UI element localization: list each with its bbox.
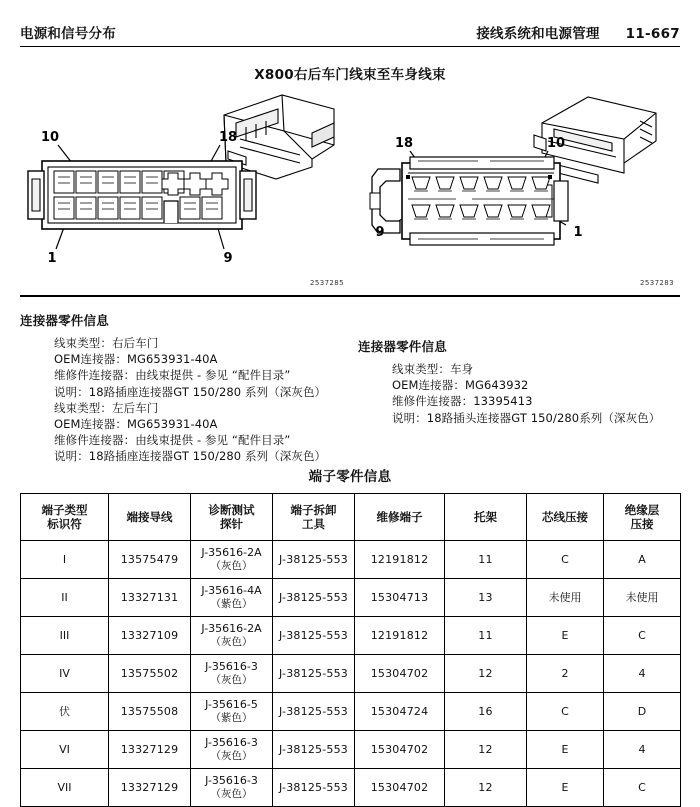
figure-area bbox=[20, 89, 680, 289]
column-header-line1: 芯线压接 bbox=[542, 509, 588, 524]
cell-core-crimp: E bbox=[527, 617, 604, 655]
cell-terminal-type: VII bbox=[21, 769, 109, 807]
cell-probe-code: J-35616-4A bbox=[201, 584, 262, 597]
cell-probe-color: （紫色） bbox=[210, 598, 253, 610]
cell-bracket: 12 bbox=[445, 731, 527, 769]
cell-probe bbox=[191, 655, 273, 693]
cell-core-crimp: C bbox=[527, 693, 604, 731]
cell-bracket: 16 bbox=[445, 693, 527, 731]
terminal-table-body bbox=[21, 541, 681, 807]
table-row bbox=[21, 579, 681, 617]
cell-core-crimp: E bbox=[527, 769, 604, 807]
cell-terminal-type: VI bbox=[21, 731, 109, 769]
cell-removal-tool: J-38125-553 bbox=[273, 617, 355, 655]
cell-terminal-type: I bbox=[21, 541, 109, 579]
cell-insulation-crimp: A bbox=[604, 541, 681, 579]
column-header-bracket bbox=[445, 494, 527, 541]
cell-probe-code: J-35616-2A bbox=[201, 546, 262, 559]
connector-part-info-left bbox=[20, 311, 350, 464]
cell-probe-color: （灰色） bbox=[210, 674, 253, 686]
cell-service-terminal: 12191812 bbox=[355, 617, 445, 655]
connector-info-lines-right bbox=[358, 361, 680, 426]
connector-face-right bbox=[370, 157, 568, 245]
cell-wire: 13575479 bbox=[109, 541, 191, 579]
running-head-right-title: 接线系统和电源管理 bbox=[476, 26, 600, 42]
running-head-left-title: 电源和信号分布 bbox=[20, 26, 116, 42]
cell-insulation-crimp: D bbox=[604, 693, 681, 731]
connector-info-line: OEM连接器：MG653931-40A bbox=[54, 417, 218, 432]
cell-service-terminal: 15304713 bbox=[355, 579, 445, 617]
cell-insulation-crimp: 4 bbox=[604, 731, 681, 769]
connector-svg-left bbox=[20, 89, 350, 289]
column-header-wire bbox=[109, 494, 191, 541]
cell-service-terminal: 15304702 bbox=[355, 655, 445, 693]
cell-insulation-crimp: 未使用 bbox=[604, 579, 681, 617]
figure-id-left: 2537285 bbox=[310, 279, 344, 287]
cell-removal-tool: J-38125-553 bbox=[273, 541, 355, 579]
cell-service-terminal: 15304724 bbox=[355, 693, 445, 731]
callout-bottom-left: 9 bbox=[375, 225, 385, 240]
connector-info-heading-right: 连接器零件信息 bbox=[358, 339, 447, 354]
table-row bbox=[21, 769, 681, 807]
connector-info-line: 说明：18路插座连接器GT 150/280 系列（深灰色） bbox=[54, 449, 327, 464]
callout-top-left: 10 bbox=[40, 130, 60, 145]
cell-probe-color: （紫色） bbox=[210, 712, 253, 724]
cell-insulation-crimp: C bbox=[604, 617, 681, 655]
cell-terminal-type: 伏 bbox=[21, 693, 109, 731]
connector-info-line: 线束类型：车身 bbox=[392, 362, 474, 376]
column-header-line2: 工具 bbox=[302, 517, 325, 531]
cell-probe bbox=[191, 541, 273, 579]
cell-service-terminal: 15304702 bbox=[355, 731, 445, 769]
column-header-line2: 标识符 bbox=[47, 517, 82, 531]
column-header-insulation-crimp bbox=[604, 494, 681, 541]
cell-terminal-type: IV bbox=[21, 655, 109, 693]
connector-info-line: 线束类型：左后车门 bbox=[54, 400, 159, 415]
connector-info-line: 维修件连接器：由线束提供 - 参见 “配件目录” bbox=[54, 433, 291, 448]
column-header-line1: 端接导线 bbox=[126, 509, 173, 524]
figure-title: X800右后车门线束至车身线束 bbox=[254, 67, 446, 83]
table-row bbox=[21, 617, 681, 655]
cell-wire: 13575508 bbox=[109, 693, 191, 731]
table-row bbox=[21, 655, 681, 693]
cell-bracket: 13 bbox=[445, 579, 527, 617]
cell-probe-color: （灰色） bbox=[210, 560, 253, 572]
connector-face-left bbox=[28, 161, 256, 229]
cell-probe bbox=[191, 769, 273, 807]
cell-removal-tool: J-38125-553 bbox=[273, 693, 355, 731]
cell-insulation-crimp: C bbox=[604, 769, 681, 807]
terminal-table bbox=[20, 493, 681, 807]
column-header-service-terminal bbox=[355, 494, 445, 541]
connector-info-heading-left: 连接器零件信息 bbox=[20, 313, 109, 328]
cell-insulation-crimp: 4 bbox=[604, 655, 681, 693]
running-head-right bbox=[476, 22, 680, 42]
cell-core-crimp: E bbox=[527, 731, 604, 769]
connector-info-line: OEM连接器：MG653931-40A bbox=[54, 352, 218, 367]
column-header-line1: 维修端子 bbox=[376, 509, 423, 524]
connector-part-info-right bbox=[350, 311, 680, 461]
cell-bracket: 11 bbox=[445, 541, 527, 579]
cell-removal-tool: J-38125-553 bbox=[273, 769, 355, 807]
cell-bracket: 11 bbox=[445, 617, 527, 655]
column-header-line2: 压接 bbox=[630, 517, 654, 531]
cell-core-crimp: 未使用 bbox=[527, 579, 604, 617]
connector-info-line: 维修件连接器：13395413 bbox=[392, 394, 533, 409]
column-header-line1: 端子类型 bbox=[41, 502, 88, 517]
cell-removal-tool: J-38125-553 bbox=[273, 579, 355, 617]
cell-service-terminal: 12191812 bbox=[355, 541, 445, 579]
column-header-probe bbox=[191, 494, 273, 541]
column-header-removal-tool bbox=[273, 494, 355, 541]
connector-diagram-left bbox=[20, 89, 350, 289]
column-header-line1: 端子拆卸 bbox=[290, 502, 337, 517]
cell-core-crimp: 2 bbox=[527, 655, 604, 693]
cell-probe-code: J-35616-2A bbox=[201, 622, 262, 635]
table-row bbox=[21, 541, 681, 579]
cell-wire: 13575502 bbox=[109, 655, 191, 693]
cell-probe bbox=[191, 731, 273, 769]
cell-bracket: 12 bbox=[445, 655, 527, 693]
cell-probe bbox=[191, 617, 273, 655]
cell-probe bbox=[191, 693, 273, 731]
cell-probe-code: J-35616-3 bbox=[205, 736, 258, 749]
cell-probe-color: （灰色） bbox=[210, 636, 253, 648]
callout-top-right: 18 bbox=[218, 130, 238, 145]
cell-probe-code: J-35616-3 bbox=[205, 774, 258, 787]
running-head bbox=[20, 0, 680, 42]
cell-probe-color: （灰色） bbox=[210, 750, 253, 762]
column-header-line2: 探针 bbox=[220, 517, 243, 531]
cell-removal-tool: J-38125-553 bbox=[273, 731, 355, 769]
column-header-terminal-type bbox=[21, 494, 109, 541]
connector-part-info bbox=[20, 311, 680, 464]
cell-wire: 13327131 bbox=[109, 579, 191, 617]
connector-info-line: 线束类型：右后车门 bbox=[54, 336, 159, 350]
cell-wire: 13327129 bbox=[109, 769, 191, 807]
cell-probe bbox=[191, 579, 273, 617]
connector-info-line: OEM连接器：MG643932 bbox=[392, 378, 529, 393]
callout-bottom-left: 1 bbox=[47, 251, 57, 266]
terminal-table-title: 端子零件信息 bbox=[308, 469, 392, 485]
cell-terminal-type: III bbox=[21, 617, 109, 655]
column-header-line1: 托架 bbox=[474, 509, 497, 524]
cell-bracket: 12 bbox=[445, 769, 527, 807]
connector-info-lines-left bbox=[20, 335, 350, 465]
callout-top-right: 10 bbox=[546, 136, 566, 151]
cell-wire: 13327129 bbox=[109, 731, 191, 769]
callout-bottom-right: 1 bbox=[573, 225, 583, 240]
table-row bbox=[21, 731, 681, 769]
section-divider bbox=[20, 295, 680, 297]
connector-svg-right bbox=[350, 89, 680, 289]
terminal-table-header-row bbox=[21, 494, 681, 541]
column-header-line1: 诊断测试 bbox=[208, 502, 255, 517]
callout-top-left: 18 bbox=[394, 136, 414, 151]
callout-bottom-right: 9 bbox=[223, 251, 233, 266]
cell-removal-tool: J-38125-553 bbox=[273, 655, 355, 693]
page-number: 11-667 bbox=[625, 26, 680, 42]
cell-probe-code: J-35616-3 bbox=[205, 660, 258, 673]
cell-probe-color: （灰色） bbox=[210, 788, 253, 800]
cell-wire: 13327109 bbox=[109, 617, 191, 655]
connector-diagram-right bbox=[350, 89, 680, 289]
header-divider bbox=[20, 46, 680, 47]
column-header-line1: 绝缘层 bbox=[624, 502, 660, 517]
connector-info-line: 维修件连接器：由线束提供 - 参见 “配件目录” bbox=[54, 368, 291, 383]
cell-core-crimp: C bbox=[527, 541, 604, 579]
cell-probe-code: J-35616-5 bbox=[205, 698, 258, 711]
figure-id-right: 2537283 bbox=[640, 279, 674, 287]
connector-info-line: 说明：18路插座连接器GT 150/280 系列（深灰色） bbox=[54, 384, 327, 399]
table-row bbox=[21, 693, 681, 731]
column-header-core-crimp bbox=[527, 494, 604, 541]
cell-service-terminal: 15304702 bbox=[355, 769, 445, 807]
connector-info-line: 说明：18路插头连接器GT 150/280系列（深灰色） bbox=[392, 410, 661, 425]
cell-terminal-type: II bbox=[21, 579, 109, 617]
